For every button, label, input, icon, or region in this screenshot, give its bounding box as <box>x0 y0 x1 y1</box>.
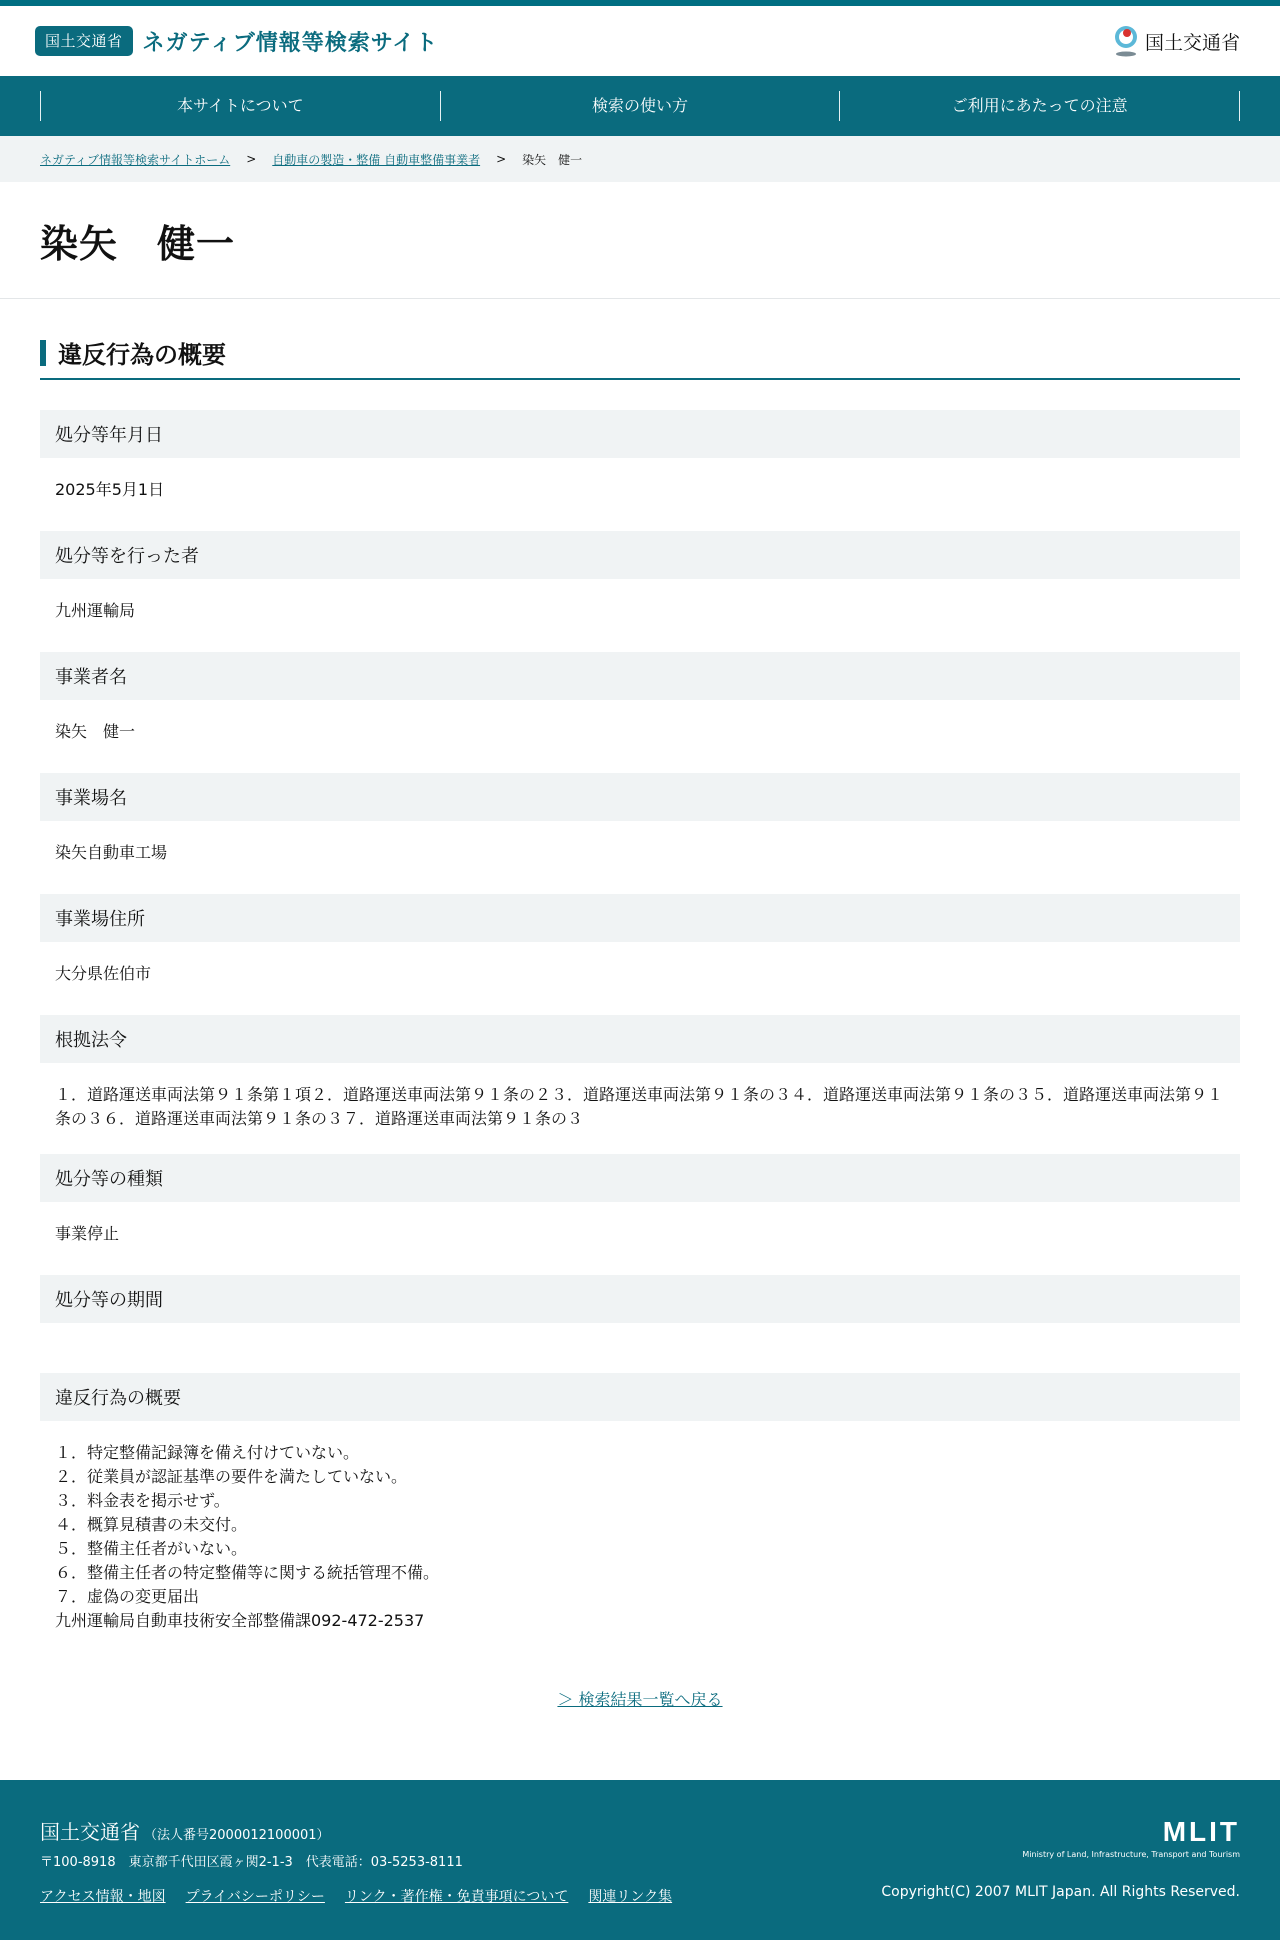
field-value: １．道路運送車両法第９１条第１項２．道路運送車両法第９１条の２３．道路運送車両法第９１条の３４．道路運送車両法第９１条の３５．道路運送車両法第９１条の３６．道路運送車両法第９１条の３７．道路運送車両法第９１条の３ <box>55 1085 1224 1128</box>
field-label: 処分等の種類 <box>40 1154 1240 1202</box>
back-link-area <box>40 1687 1240 1710</box>
field-issuer <box>40 531 1240 652</box>
page-title: 染矢 健一 <box>40 221 236 266</box>
site-title: ネガティブ情報等検索サイト <box>142 30 439 56</box>
field-label: 事業場住所 <box>40 894 1240 942</box>
nav-notes[interactable]: ご利用にあたっての注意 <box>839 91 1240 121</box>
field-label: 処分等の期間 <box>40 1275 1240 1323</box>
field-label: 違反行為の概要 <box>40 1373 1240 1421</box>
section-heading-text: 違反行為の概要 <box>58 341 226 369</box>
field-value: 九州運輸局 <box>55 601 136 620</box>
footer-link-related[interactable]: 関連リンク集 <box>588 1889 673 1905</box>
field-workplace-address <box>40 894 1240 1015</box>
field-value: １．特定整備記録簿を備え付けていない。 ２．従業員が認証基準の要件を満たしていない。 ３．料金表を掲示せず。 ４．概算見積書の未交付。 ５．整備主任者がいない。 ６．整備主任者の特定整備等に関する統括管理不備。 ７．虚偽の変更届出 九州運輸局自動車技術安全部整備課092-472-2537 <box>55 1443 440 1630</box>
site-footer <box>0 1780 1280 1940</box>
breadcrumb-category-link[interactable]: 自動車の製造・整備 自動車整備事業者 <box>272 152 481 167</box>
field-business-name <box>40 652 1240 773</box>
field-violation-summary <box>40 1373 1240 1633</box>
mlit-logo[interactable] <box>1022 1816 1240 1859</box>
ministry-logo[interactable] <box>1113 25 1240 57</box>
field-label: 事業者名 <box>40 652 1240 700</box>
field-label: 処分等年月日 <box>40 410 1240 458</box>
ministry-logo-text: 国土交通省 <box>1144 31 1240 54</box>
field-legal-basis <box>40 1015 1240 1154</box>
back-to-results-link[interactable]: ＞ 検索結果一覧へ戻る <box>557 1690 723 1709</box>
field-value: 染矢 健一 <box>55 722 136 741</box>
ministry-emblem-icon <box>1113 25 1139 57</box>
heading-accent-bar <box>40 340 46 366</box>
field-value: 大分県佐伯市 <box>55 964 152 983</box>
nav-about[interactable]: 本サイトについて <box>40 91 440 121</box>
page-title-area <box>0 182 1280 299</box>
global-nav <box>0 76 1280 136</box>
field-disposition-period <box>40 1275 1240 1373</box>
field-workplace-name <box>40 773 1240 894</box>
nav-how-to-search[interactable]: 検索の使い方 <box>440 91 840 121</box>
footer-org-name: 国土交通省 <box>40 1820 140 1844</box>
site-header <box>0 6 1280 76</box>
mlit-logo-text: MLIT <box>1162 1816 1240 1847</box>
footer-link-privacy[interactable]: プライバシーポリシー <box>185 1889 325 1905</box>
breadcrumb-home-link[interactable]: ネガティブ情報等検索サイトホーム <box>40 152 231 167</box>
mlit-logo-subtitle: Ministry of Land, Infrastructure, Transport and Tourism <box>1022 1850 1240 1859</box>
footer-address: 〒100-8918 東京都千代田区霞ヶ関2-1-3 代表電話：03-5253-8111 <box>40 1855 463 1870</box>
ministry-badge: 国土交通省 <box>35 26 133 56</box>
field-label: 処分等を行った者 <box>40 531 1240 579</box>
breadcrumb-current: 染矢 健一 <box>522 152 583 167</box>
footer-link-access[interactable]: アクセス情報・地図 <box>40 1889 166 1905</box>
copyright: Copyright(C) 2007 MLIT Japan. All Rights Reserved. <box>881 1884 1240 1900</box>
field-disposition-date <box>40 410 1240 531</box>
breadcrumb-separator: > <box>496 152 507 166</box>
site-brand[interactable] <box>35 26 438 57</box>
field-value: 事業停止 <box>55 1224 120 1243</box>
field-value: 染矢自動車工場 <box>55 843 168 862</box>
field-disposition-type <box>40 1154 1240 1275</box>
section-heading <box>40 335 1240 380</box>
footer-link-copyright[interactable]: リンク・著作権・免責事項について <box>344 1889 569 1905</box>
main-content <box>0 299 1280 1710</box>
field-label: 根拠法令 <box>40 1015 1240 1063</box>
field-value <box>40 1323 1240 1373</box>
breadcrumb-separator: > <box>246 152 257 166</box>
breadcrumb <box>0 136 1280 182</box>
field-value: 2025年5月1日 <box>55 480 165 499</box>
field-label: 事業場名 <box>40 773 1240 821</box>
footer-corp-number: （法人番号2000012100001） <box>144 1828 330 1843</box>
